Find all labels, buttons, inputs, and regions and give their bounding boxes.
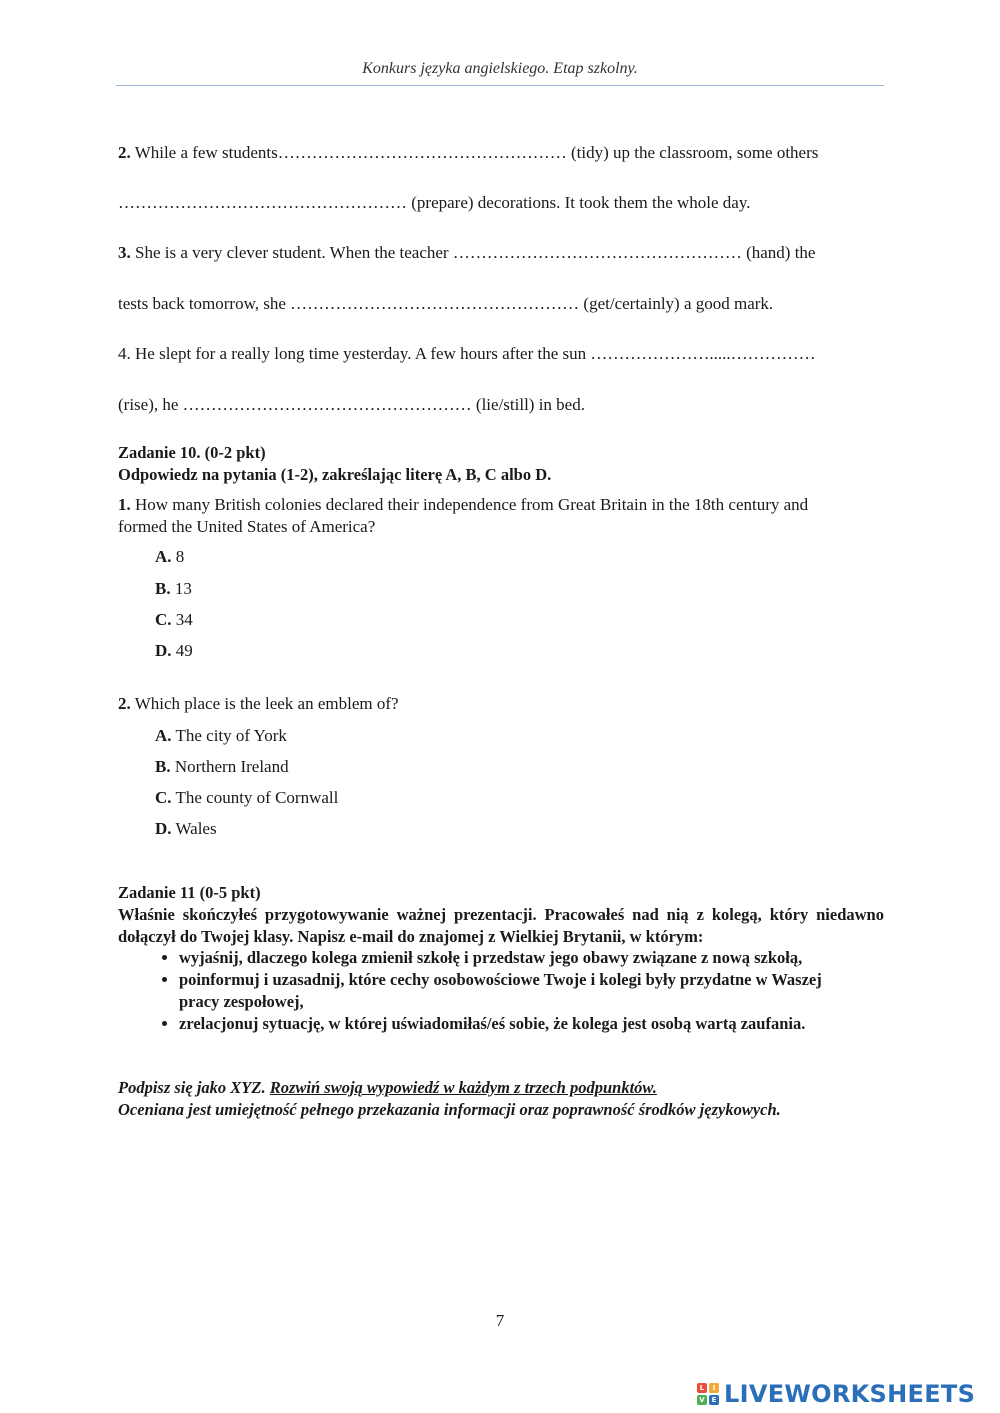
bullet-item: • zrelacjonuj sytuację, w której uświadomiłaś/eś sobie, że kolega jest osobą wartą zaufania. <box>179 1013 888 1035</box>
question-1-line1: 1. How many British colonies declared their independence from Great Britain in the 18th century and <box>118 495 809 514</box>
exercise-line <box>118 395 585 415</box>
answer-option[interactable]: B. 13 <box>155 579 192 598</box>
line-text: While a few students…………………………………………… (tidy) up the classroom, some others <box>130 143 819 162</box>
line-text: tests back tomorrow, she …………………………………………… (get/certainly) a good mark. <box>118 294 774 313</box>
item-number: 3. <box>118 243 131 262</box>
task11-bullet-list <box>118 947 888 1035</box>
answer-option[interactable]: D. 49 <box>155 641 193 660</box>
answer-option[interactable]: A. 8 <box>155 547 185 566</box>
answer-option[interactable]: A. The city of York <box>155 726 287 745</box>
exercise-line <box>118 193 751 213</box>
answer-option[interactable]: C. The county of Cornwall <box>155 788 339 807</box>
exercise-line <box>118 294 773 314</box>
question-1-line2: formed the United States of America? <box>118 517 376 536</box>
task11-note-line1: Podpisz się jako XYZ. Rozwiń swoją wypowiedź w każdym z trzech podpunktów. <box>118 1078 657 1097</box>
question-2: 2. Which place is the leek an emblem of? <box>118 694 399 713</box>
answer-option[interactable]: B. Northern Ireland <box>155 757 289 776</box>
exercise-line <box>118 243 815 263</box>
answer-option[interactable]: C. 34 <box>155 610 193 629</box>
bullet-item: • poinformuj i uzasadnij, które cechy osobowościowe Twoje i kolegi były przydatne w Waszej pracy zespołowej, <box>179 969 888 1013</box>
line-text: (rise), he …………………………………………… (lie/still) in bed. <box>118 395 585 414</box>
bullet-item: • wyjaśnij, dlaczego kolega zmienił szkołę i przedstaw jego obawy związane z nową szkołą, <box>179 947 888 969</box>
task10-instruction: Odpowiedz na pytania (1-2), zakreślając literę A, B, C albo D. <box>118 465 552 484</box>
page-header-title: Konkurs języka angielskiego. Etap szkolny. <box>362 60 638 77</box>
liveworksheets-logo-icon: L I V E <box>697 1383 719 1405</box>
line-text: 4. He slept for a really long time yesterday. A few hours after the sun ………………….....…………… <box>118 344 816 363</box>
exercise-line <box>118 344 816 364</box>
task10-title: Zadanie 10. (0-2 pkt) <box>118 443 266 462</box>
page-number: 7 <box>495 1311 505 1330</box>
header-divider <box>116 85 884 86</box>
line-text: She is a very clever student. When the teacher …………………………………………… (hand) the <box>130 243 816 262</box>
answer-option[interactable]: D. Wales <box>155 819 217 838</box>
task11-intro: Właśnie skończyłeś przygotowywanie ważnej prezentacji. Pracowałeś nad nią z kolegą, który niedawno dołączył do Twojej klasy. Napisz e-mail do znajomej z Wielkiej Brytanii, w którym: <box>118 905 884 946</box>
exercise-line <box>118 143 818 163</box>
task11-title: Zadanie 11 (0-5 pkt) <box>118 883 261 902</box>
item-number: 2. <box>118 143 131 162</box>
liveworksheets-watermark <box>697 1378 995 1410</box>
liveworksheets-wordmark: LIVEWORKSHEETS <box>724 1380 976 1408</box>
line-text: …………………………………………… (prepare) decorations. It took them the whole day. <box>118 193 751 212</box>
task11-note-line2: Oceniana jest umiejętność pełnego przekazania informacji oraz poprawność środków językowych. <box>118 1100 781 1119</box>
